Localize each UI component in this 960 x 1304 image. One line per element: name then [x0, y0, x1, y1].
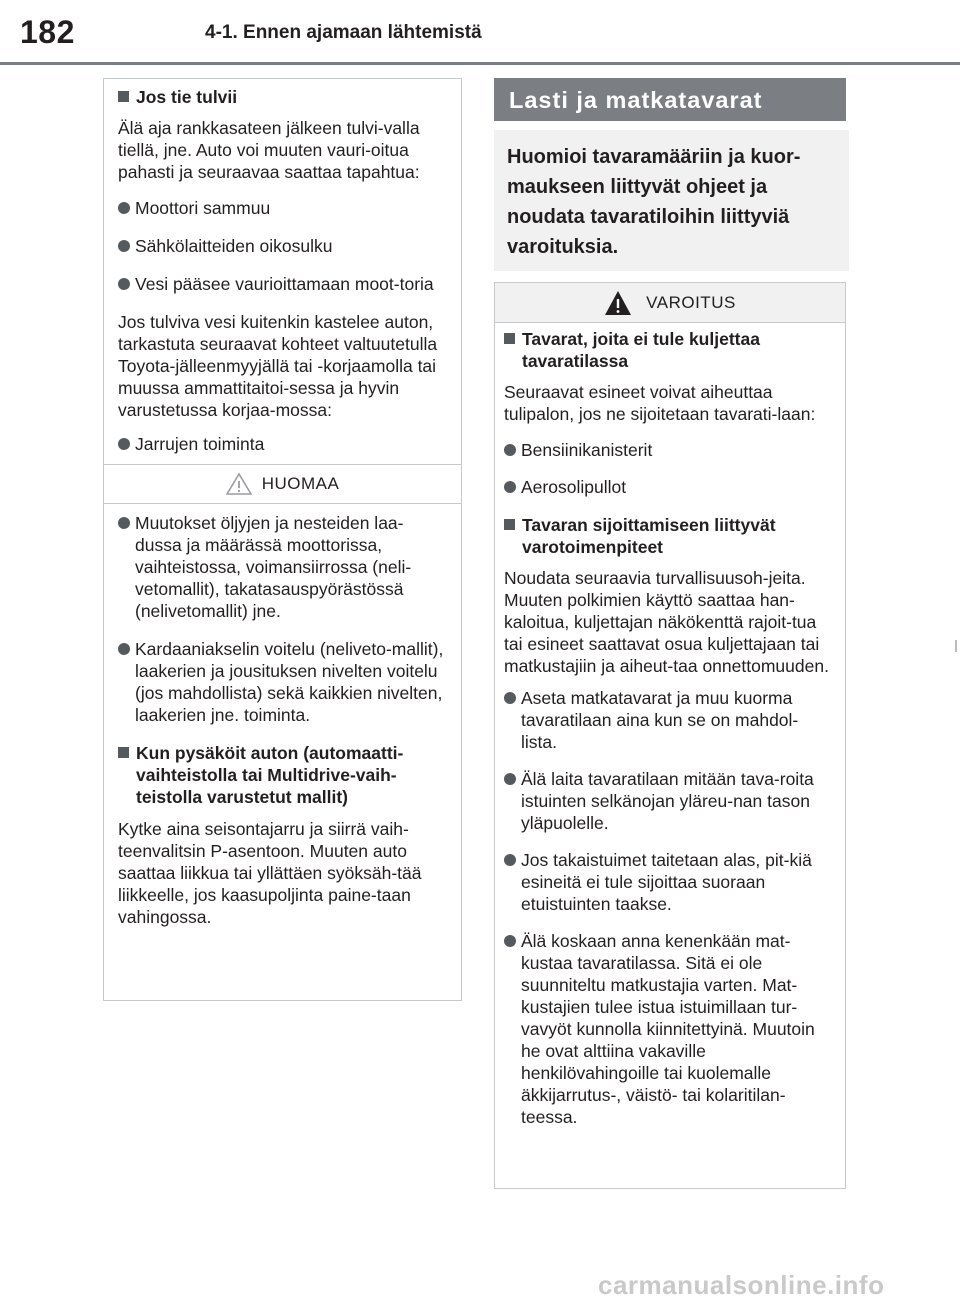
notice-bullet	[118, 638, 447, 726]
warning-triangle-icon	[226, 472, 252, 496]
placement-text-2-content: Muuten polkimien käyttö saattaa han-kaloitua, kuljettajan näkökenttä rajoit-tua tai esineet saattavat osua kuljettajaan tai matkustajiin ja aiheut-taa onnettomuuden.	[504, 590, 829, 676]
placement-bullet	[504, 687, 833, 753]
placement-bullet	[504, 849, 833, 915]
flood-heading-text: Jos tie tulvii	[136, 87, 238, 107]
parking-heading	[118, 742, 447, 808]
placement-heading-text: Tavaran sijoittamiseen liittyvät varotoimenpiteet	[522, 515, 776, 557]
section-banner	[494, 78, 846, 121]
round-bullet-icon	[504, 692, 516, 704]
round-bullet-icon	[504, 935, 516, 947]
flood-after-bullet-text: Jarrujen toiminta	[135, 434, 265, 454]
items-heading	[504, 328, 833, 372]
flood-intro-text: Älä aja rankkasateen jälkeen tulvi-valla tiellä, jne. Auto voi muuten vauri-oitua pahasti ja seuraavaa saattaa tapahtua:	[118, 118, 420, 182]
placement-bullet-text: Aseta matkatavarat ja muu kuorma tavaratilaan aina kun se on mahdol-lista.	[521, 688, 799, 752]
round-bullet-icon	[504, 444, 516, 456]
cargo-intro	[494, 130, 849, 271]
notice-title: HUOMAA	[261, 474, 340, 493]
items-text	[504, 381, 833, 425]
round-bullet-icon	[118, 517, 130, 529]
flood-bullet-text: Moottori sammuu	[135, 198, 271, 218]
placement-bullet	[504, 768, 833, 834]
round-bullet-icon	[118, 240, 130, 252]
round-bullet-icon	[118, 278, 130, 290]
placement-bullet-text: Älä laita tavaratilaan mitään tava-roita istuinten selkänojan yläreu-nan tason yläpuolelle.	[521, 769, 814, 833]
flood-bullet	[118, 273, 447, 295]
parking-text	[118, 818, 447, 928]
page-number: 182	[20, 14, 75, 50]
flood-bullet	[118, 235, 447, 257]
items-heading-text: Tavarat, joita ei tule kuljettaa tavaratilassa	[522, 329, 760, 371]
square-bullet-icon	[118, 91, 129, 102]
header-rule	[0, 62, 960, 65]
items-text-content: Seuraavat esineet voivat aiheuttaa tulipalon, jos ne sijoitetaan tavarati-laan:	[504, 382, 816, 424]
placement-bullet-text: Jos takaistuimet taitetaan alas, pit-kiä esineitä ei tule sijoittaa suoraan etuistuinten taakse.	[521, 850, 812, 914]
square-bullet-icon	[504, 333, 515, 344]
placement-text-2	[504, 589, 833, 677]
flood-bullet-text: Vesi pääsee vaurioittamaan moot-toria	[135, 274, 434, 294]
flood-bullet-text: Sähkölaitteiden oikosulku	[135, 236, 333, 256]
watermark-text: carmanualsonline.info	[598, 1270, 885, 1300]
parking-text-content: Kytke aina seisontajarru ja siirrä vaih-teenvalitsin P-asentoon. Muuten auto saattaa liikkua tai yllättäen syöksäh-tää liikkeelle, jos kaasupoljinta paine-taan vahingossa.	[118, 819, 422, 927]
flood-heading	[118, 86, 447, 108]
placement-text-1-content: Noudata seuraavia turvallisuusoh-jeita.	[504, 568, 806, 588]
warning-box	[494, 282, 846, 1189]
placement-bullet-text: Älä koskaan anna kenenkään mat-kustaa tavaratilassa. Sitä ei ole suunniteltu matkustajia varten. Mat-kustajien tulee istua istuimillaan tur-vavyöt kunnolla kiinnitettyinä. Muutoin he ovat alttiina vakaville henkilövahingoille tai kuolemalle äkkijarrutus-, väistö- tai kolaritilan-teessa.	[521, 931, 815, 1127]
flood-bullet	[118, 197, 447, 219]
warning-title: VAROITUS	[646, 292, 736, 312]
cargo-intro-text: Huomioi tavaramääriin ja kuor-maukseen liittyvät ohjeet ja noudata tavaratiloihin liittyviä varoituksia.	[507, 146, 801, 258]
items-bullet-text: Aerosolipullot	[521, 477, 627, 497]
placement-text-1	[504, 567, 833, 589]
items-bullet	[504, 476, 833, 498]
flood-after-bullet	[118, 433, 447, 464]
section-title: 4-1. Ennen ajamaan lähtemistä	[205, 22, 482, 43]
flood-and-notice-box	[103, 78, 462, 1001]
notice-header	[104, 465, 461, 503]
square-bullet-icon	[118, 747, 129, 758]
section-banner-text: Lasti ja matkatavarat	[509, 87, 763, 113]
watermark	[598, 1270, 960, 1302]
flood-intro	[118, 117, 447, 183]
warning-triangle-icon	[604, 290, 632, 316]
round-bullet-icon	[504, 481, 516, 493]
parking-heading-text: Kun pysäköit auton (automaatti-vaihteistolla tai Multidrive-vaih-teistolla varustetut mallit)	[136, 743, 404, 807]
round-bullet-icon	[504, 773, 516, 785]
warning-header	[495, 283, 845, 322]
square-bullet-icon	[504, 519, 515, 530]
items-bullet-text: Bensiinikanisterit	[521, 440, 653, 460]
round-bullet-icon	[118, 202, 130, 214]
placement-bullet	[504, 930, 833, 1128]
items-bullet	[504, 439, 833, 461]
round-bullet-icon	[118, 438, 130, 450]
edge-tick	[955, 640, 957, 652]
flood-after	[118, 311, 447, 421]
flood-after-text: Jos tulviva vesi kuitenkin kastelee auton, tarkastuta seuraavat kohteet valtuutetulla Toyota-jälleenmyyjällä tai -korjaamolla tai muussa ammattitaitoi-sessa ja hyvin varustetussa korjaa-mossa:	[118, 312, 438, 420]
round-bullet-icon	[118, 643, 130, 655]
notice-bullet-text: Muutokset öljyjen ja nesteiden laa-dussa ja määrässä moottorissa, vaihteistossa, voimansiirrossa (neli-vetomallit), takatasauspyörästössä (nelivetomallit) jne.	[135, 513, 412, 621]
round-bullet-icon	[504, 854, 516, 866]
notice-bullet-text: Kardaaniakselin voitelu (neliveto-mallit), laakerien ja jousituksen nivelten voitelu (jos mahdollista) sekä kaikkien nivelten, laakerien jne. toiminta.	[135, 639, 444, 725]
placement-heading	[504, 514, 833, 558]
notice-bullet	[118, 512, 447, 622]
